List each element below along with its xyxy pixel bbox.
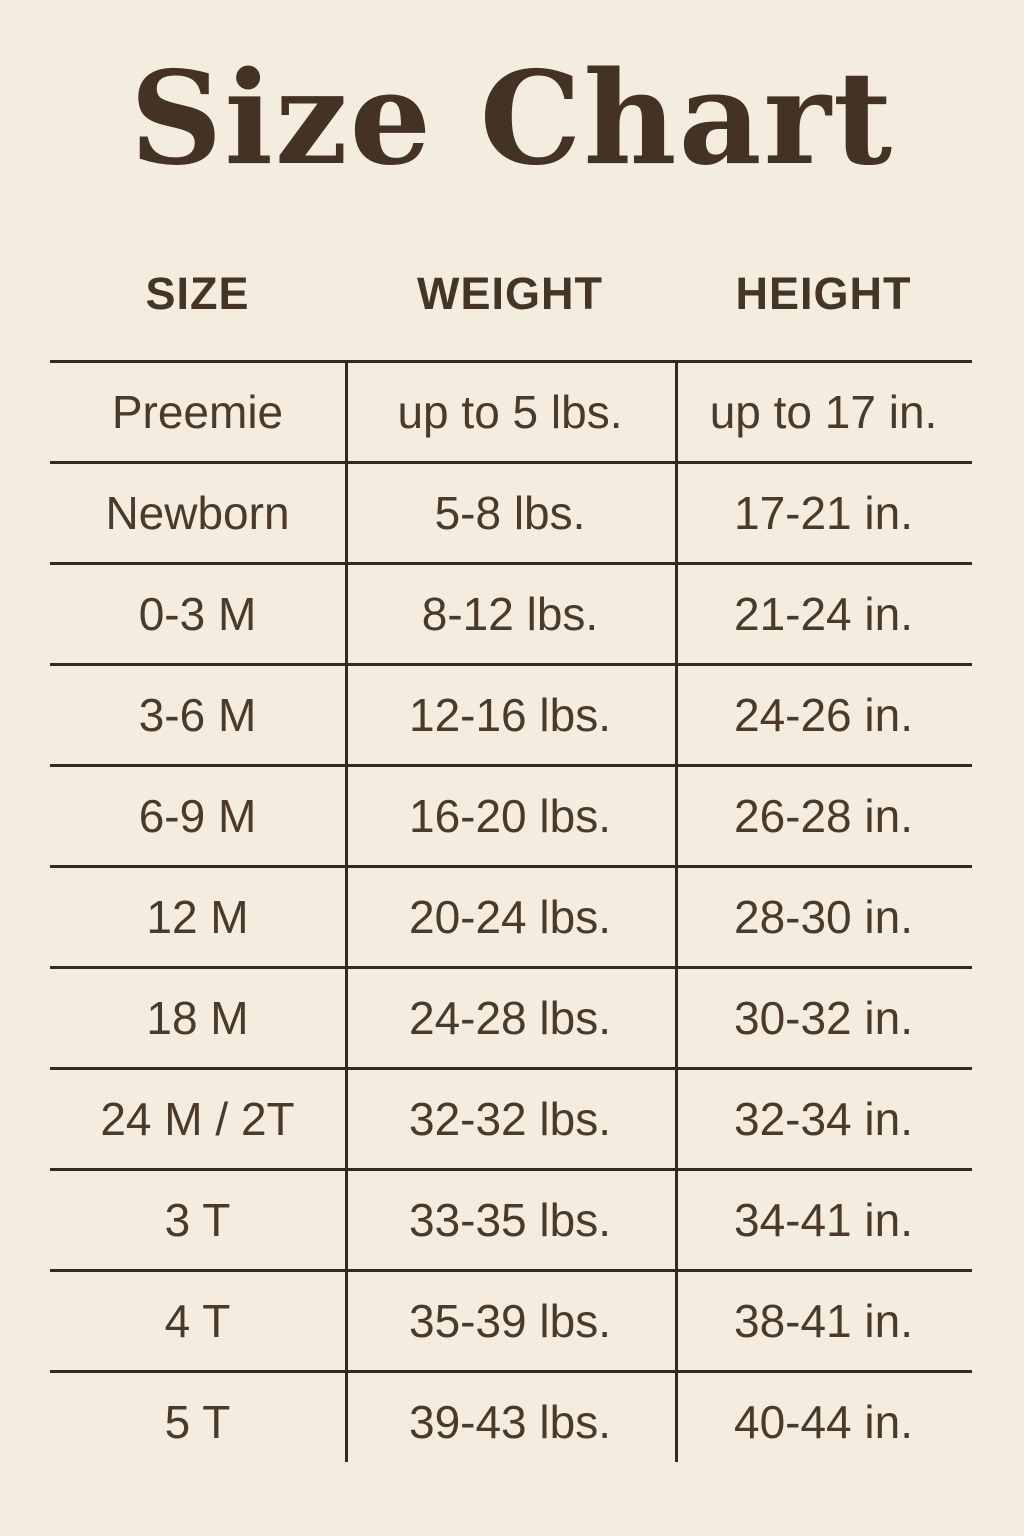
cell-weight: 39-43 lbs. — [408, 1396, 611, 1449]
cell-size: 18 M — [146, 992, 249, 1045]
cell-size: 24 M / 2T — [100, 1093, 295, 1146]
cell-size: 4 T — [164, 1295, 231, 1348]
cell-height: 30-32 in. — [733, 992, 913, 1045]
table-row — [50, 360, 972, 461]
cell-size: 3-6 M — [138, 689, 257, 742]
cell-height: 32-34 in. — [733, 1093, 913, 1146]
cell-weight: 33-35 lbs. — [408, 1194, 611, 1247]
cell-size: Preemie — [111, 386, 284, 439]
column-header-height: HEIGHT — [735, 268, 912, 320]
table-row — [50, 1168, 972, 1269]
cell-height: 40-44 in. — [733, 1396, 913, 1449]
cell-size: Newborn — [105, 487, 290, 540]
cell-weight: 32-32 lbs. — [408, 1093, 611, 1146]
cell-weight: 12-16 lbs. — [408, 689, 611, 742]
cell-height: 26-28 in. — [733, 790, 913, 843]
column-divider-right — [675, 360, 678, 1462]
cell-weight: up to 5 lbs. — [397, 386, 623, 439]
table-row — [50, 1067, 972, 1168]
cell-size: 6-9 M — [138, 790, 257, 843]
column-header-weight: WEIGHT — [417, 268, 603, 320]
table-row — [50, 865, 972, 966]
table-header-row — [50, 258, 972, 330]
page-title: Size Chart — [129, 44, 895, 194]
cell-size: 0-3 M — [138, 588, 257, 641]
cell-size: 5 T — [164, 1396, 231, 1449]
table-row — [50, 966, 972, 1067]
size-table — [50, 360, 972, 1471]
cell-weight: 8-12 lbs. — [421, 588, 599, 641]
cell-height: 24-26 in. — [733, 689, 913, 742]
cell-weight: 24-28 lbs. — [408, 992, 611, 1045]
cell-height: 21-24 in. — [733, 588, 913, 641]
cell-weight: 20-24 lbs. — [408, 891, 611, 944]
cell-size: 12 M — [146, 891, 249, 944]
cell-weight: 5-8 lbs. — [434, 487, 586, 540]
cell-size: 3 T — [164, 1194, 231, 1247]
table-row — [50, 562, 972, 663]
table-row — [50, 764, 972, 865]
cell-height: 34-41 in. — [733, 1194, 913, 1247]
cell-weight: 35-39 lbs. — [408, 1295, 611, 1348]
table-row — [50, 663, 972, 764]
column-divider-left — [345, 360, 348, 1462]
column-header-size: SIZE — [145, 268, 250, 320]
table-row — [50, 1370, 972, 1471]
cell-height: up to 17 in. — [709, 386, 938, 439]
cell-height: 28-30 in. — [733, 891, 913, 944]
table-row — [50, 461, 972, 562]
table-row — [50, 1269, 972, 1370]
cell-height: 38-41 in. — [733, 1295, 913, 1348]
cell-height: 17-21 in. — [733, 487, 913, 540]
cell-weight: 16-20 lbs. — [408, 790, 611, 843]
